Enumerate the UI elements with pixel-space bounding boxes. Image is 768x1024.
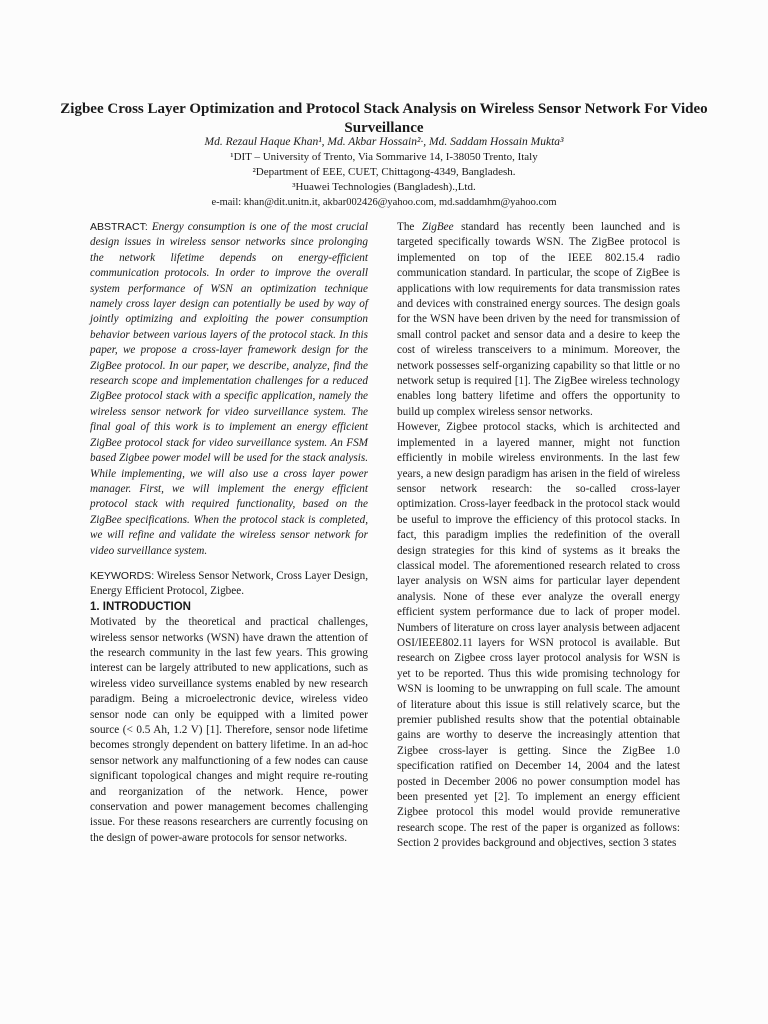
right-paragraph-1 [397,220,680,420]
keywords-text: Wireless Sensor Network, Cross Layer Design, Energy Efficient Protocol, Zigbee. [90,569,368,598]
author-emails: e-mail: khan@dit.unitn.it, akbar002426@yahoo.com, md.saddamhm@yahoo.com [211,197,557,208]
affiliation-2: ²Department of EEE, CUET, Chittagong-4349, Bangladesh. [252,166,516,178]
author-names: Md. Rezaul Haque Khan¹, Md. Akbar Hossain²·, Md. Saddam Hossain Mukta³ [204,136,564,148]
right-column [397,220,680,852]
abstract [90,220,368,559]
keywords-label: KEYWORDS: [90,569,155,582]
zigbee-term: ZigBee [421,221,454,233]
left-column [90,220,368,846]
abstract-label: ABSTRACT: [90,221,148,233]
intro-paragraph: Motivated by the theoretical and practical challenges, wireless sensor networks (WSN) have drawn the attention of the research community in the last few years. This growing interest can be largely attributed to new applications, such as wireless video surveillance systems enabled by new research paradigm. Being a microelectronic device, wireless video sensor node can only be equipped with a limited power source (< 0.5 Ah, 1.2 V) [1]. Therefore, sensor node lifetime becomes strongly dependent on battery lifetime. In an ad-hoc sensor network any malfunctioning of a few nodes can cause significant topological changes and might require re-routing and reorganization of the network. Hence, power conservation and power management becomes challenging issue. For these reasons researchers are currently focusing on the design of power-aware protocols for sensor networks. [90,616,368,844]
right-p1-lead: The [397,221,422,233]
affiliation-1: ¹DIT – University of Trento, Via Sommarive 14, I-38050 Trento, Italy [230,151,538,163]
abstract-text: Energy consumption is one of the most crucial design issues in wireless sensor networks since prolonging the network lifetime depends on energy-efficient communication protocols. In order to improve the overall system performance of WSN an optimization technique namely cross layer design can potentially be used by way of jointly optimizing and exploiting the power consumption behavior between various layers of the protocol stack. In this paper, we propose a cross-layer framework design for the ZigBee protocol. In our paper, we describe, analyze, find the research scope and implementation challenges for a reduced ZigBee protocol stack with a specific application, namely the wireless sensor network for video surveillance system. The final goal of this work is to implement an energy efficient ZigBee protocol stack for video surveillance system. An FSM based Zigbee power model will be used for the stack analysis. While implementing, we will also use a cross layer power manager. First, we will implement the energy efficient protocol stack with required functionality, based on the ZigBee specifications. When the protocol stack is completed, we will refine and validate the wireless sensor network for video surveillance system. [90,221,368,557]
author-block [60,135,708,210]
intro-heading: 1. INTRODUCTION [90,600,191,613]
right-paragraph-2: However, Zigbee protocol stacks, which is architected and implemented in a layered manner, might not function efficiently in mobile wireless environments. In the last few years, a new design paradigm has arisen in the field of wireless sensor network research: the so-called cross-layer optimization. Cross-layer feedback in the protocol stack would be useful to improve the efficiency of this protocol stacks. In fact, this paradigm implies the redefinition of the overall design strategies for this kind of systems as it breaks the classical model. The aforementioned research related to cross layer analysis on WSN aims for particular layer dependent analysis. None of these ever analyze the overall energy efficient system performance due to lack of proper model. Numbers of literature on cross layer analysis between adjacent OSI/IEEE802.11 layers for WSN protocol is available. But research on Zigbee cross layer protocol analysis for WSN is yet to be reported. Thus this wide promising technology for WSN is looming to be unwrapping on full scale. The amount of literature about this issue is still relatively scarce, but the premier published results show that the potential obtainable gains are worthy to deserve the increasingly attention that Zigbee cross-layer is getting. Since the ZigBee 1.0 specification ratified on December 14, 2004 and the latest posted in December 2006 no power consumption model has been presented yet [2]. To implement an energy efficient Zigbee protocol this model would provide remunerative research scope. The rest of the paper is organized as follows: Section 2 provides background and objectives, section 3 states [397,421,680,850]
affiliation-3: ³Huawei Technologies (Bangladesh).,Ltd. [292,181,476,193]
paper-title: Zigbee Cross Layer Optimization and Protocol Stack Analysis on Wireless Sensor Network For Video Surveillance [60,101,708,136]
right-p1-body: standard has recently been launched and is targeted specifically towards WSN. The ZigBee protocol is implemented on top of the IEEE 802.15.4 radio communication standard. In particular, the scope of ZigBee is applications with low requirements for data transmission rates and devices with constrained energy sources. The design goals for the WSN have been driven by the need for transmission of small control packet and sensor data and a desire to keep the cost of wireless transceivers to a minimum. Moreover, the network possesses self-organizing capability so that little or no network setup is required [1]. The ZigBee wireless technology enables long battery lifetime and offers the opportunity to build up complex wireless sensor networks. [397,221,680,418]
keywords [90,569,368,600]
